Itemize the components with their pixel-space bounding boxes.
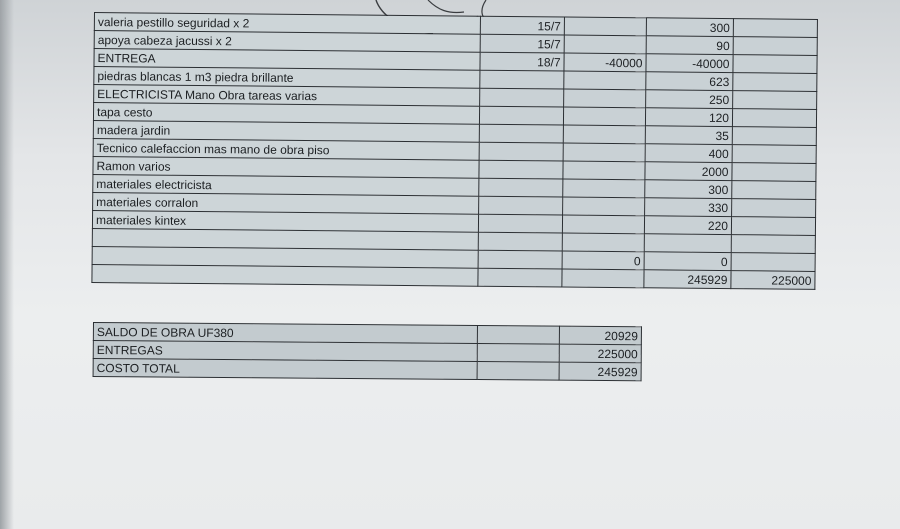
item-description-cell: valeria pestillo seguridad x 2: [94, 13, 480, 35]
amount-cell: 90: [646, 36, 733, 55]
amount-cell: 0: [644, 252, 731, 271]
date-cell: [478, 232, 562, 251]
date-cell: [478, 268, 562, 287]
date-cell: [479, 106, 563, 125]
summary-table: [93, 322, 642, 381]
amount-cell: 35: [645, 126, 732, 145]
item-description-cell: tapa cesto: [93, 103, 479, 125]
date-cell: [480, 70, 564, 89]
total-delivered-cell: [732, 145, 816, 164]
amount-cell: [563, 197, 645, 216]
summary-value-cell: 245929: [559, 362, 641, 381]
amount-cell: [563, 143, 645, 162]
date-cell: [479, 178, 563, 197]
summary-label-cell: SALDO DE OBRA UF380: [93, 323, 477, 344]
summary-label-cell: COSTO TOTAL: [93, 359, 477, 380]
amount-cell: [562, 233, 644, 252]
amount-cell: [564, 71, 646, 90]
total-delivered-cell: [731, 253, 815, 272]
amount-cell: 220: [644, 216, 731, 235]
item-description-cell: madera jardin: [93, 120, 479, 142]
amount-cell: 245929: [644, 270, 731, 289]
summary-label-cell: ENTREGAS: [93, 341, 477, 362]
amount-cell: [562, 215, 644, 234]
amount-cell: 2000: [645, 162, 732, 181]
amount-cell: 120: [645, 108, 732, 127]
summary-empty-cell: [477, 362, 559, 381]
summary-empty-cell: [477, 326, 559, 345]
item-description-cell: materiales corralon: [93, 192, 479, 214]
amount-cell: [563, 125, 645, 144]
amount-cell: 300: [646, 18, 733, 37]
amount-cell: [644, 234, 731, 253]
item-description-cell: piedras blancas 1 m3 piedra brillante: [94, 67, 480, 89]
total-delivered-cell: [733, 55, 817, 74]
amount-cell: [564, 17, 646, 36]
date-cell: [478, 214, 562, 233]
total-delivered-cell: [733, 91, 817, 110]
amount-cell: [563, 107, 645, 126]
date-cell: [478, 250, 562, 269]
date-cell: 15/7: [480, 34, 564, 53]
amount-cell: 623: [646, 72, 733, 91]
amount-cell: 330: [645, 198, 732, 217]
summary-row: [93, 359, 641, 381]
item-description-cell: materiales kintex: [92, 210, 478, 232]
total-delivered-cell: [732, 163, 816, 182]
date-cell: [479, 160, 563, 179]
total-delivered-cell: [731, 235, 815, 254]
item-description-cell: Ramon varios: [93, 156, 479, 178]
date-cell: 15/7: [480, 16, 564, 35]
amount-cell: [562, 269, 644, 288]
total-delivered-cell: [732, 199, 816, 218]
amount-cell: [563, 179, 645, 198]
summary-empty-cell: [477, 344, 559, 363]
date-cell: [480, 88, 564, 107]
date-cell: [479, 196, 563, 215]
total-delivered-cell: [733, 19, 817, 38]
amount-cell: 300: [645, 180, 732, 199]
item-description-cell: Tecnico calefaccion mas mano de obra piso: [93, 138, 479, 160]
date-cell: 18/7: [480, 52, 564, 71]
amount-cell: 400: [645, 144, 732, 163]
item-description-cell: apoya cabeza jacussi x 2: [94, 31, 480, 53]
amount-cell: 0: [562, 251, 644, 270]
total-delivered-cell: [732, 109, 816, 128]
item-description-cell: materiales electricista: [93, 174, 479, 196]
item-description-cell: ELECTRICISTA Mano Obra tareas varias: [94, 85, 480, 107]
total-delivered-cell: 225000: [731, 271, 815, 290]
total-delivered-cell: [731, 217, 815, 236]
summary-value-cell: 20929: [559, 326, 641, 345]
amount-cell: [564, 89, 646, 108]
amount-cell: [564, 35, 646, 54]
date-cell: [479, 124, 563, 143]
amount-cell: 250: [646, 90, 733, 109]
amount-cell: -40000: [564, 53, 646, 72]
total-delivered-cell: [732, 127, 816, 146]
amount-cell: -40000: [646, 54, 733, 73]
item-description-cell: [92, 264, 478, 286]
expenses-table: [91, 12, 818, 290]
total-delivered-cell: [732, 181, 816, 200]
amount-cell: [563, 161, 645, 180]
date-cell: [479, 142, 563, 161]
total-delivered-cell: [733, 37, 817, 56]
summary-value-cell: 225000: [559, 344, 641, 363]
item-description-cell: ENTREGA: [94, 49, 480, 71]
paper-edge-shadow: [0, 0, 14, 529]
total-delivered-cell: [733, 73, 817, 92]
